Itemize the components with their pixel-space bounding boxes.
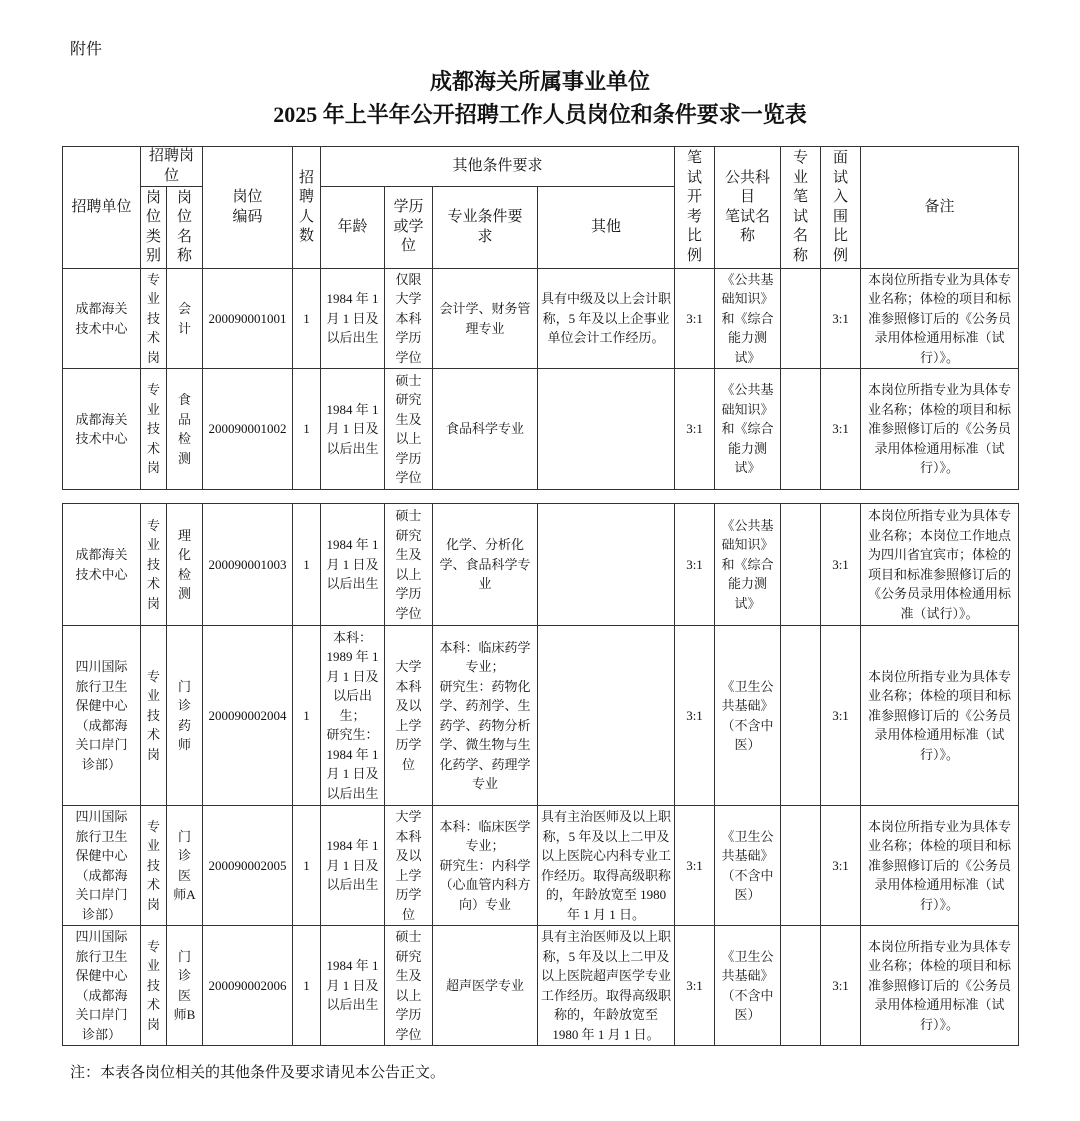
position-name-cell: 会计 [167,269,203,369]
position-code-cell: 200090002006 [203,926,293,1046]
table-row [63,626,1019,806]
education-requirement-cell: 大学本科及以上学历学位 [385,626,433,806]
headcount-cell: 1 [293,369,321,490]
unit-cell: 四川国际旅行卫生保健中心（成都海关口岸门诊部） [63,626,141,806]
age-requirement-cell: 1984 年 1 月 1 日及以后出生 [321,369,385,490]
other-requirement-cell: 具有主治医师及以上职称，5 年及以上二甲及以上医院心内科专业工作经历。取得高级职称的，年龄放宽至 1980 年 1 月 1 日。 [538,806,675,926]
header-position-type: 岗位类别 [141,187,167,269]
header-education: 学历或学位 [385,187,433,269]
header-public-exam-subject: 公共科目 笔试名称 [715,147,781,269]
header-recruiting-unit: 招聘单位 [63,147,141,269]
position-type-cell: 专业技术岗 [141,926,167,1046]
header-recruiting-position: 招聘岗位 [141,147,203,187]
education-requirement-cell: 仅限大学本科学历学位 [385,269,433,369]
professional-exam-cell [781,806,821,926]
other-requirement-cell: 具有中级及以上会计职称，5 年及以上企事业单位会计工作经历。 [538,269,675,369]
document-title-line-2: 2025 年上半年公开招聘工作人员岗位和条件要求一览表 [273,102,807,127]
professional-exam-cell [781,926,821,1046]
table-row [63,806,1019,926]
public-exam-subject-cell: 《公共基础知识》和《综合能力测试》 [715,269,781,369]
remarks-cell: 本岗位所指专业为具体专业名称；体检的项目和标准参照修订后的《公务员录用体检通用标准（试行）》。 [861,626,1019,806]
position-code-cell: 200090002005 [203,806,293,926]
unit-cell: 成都海关技术中心 [63,369,141,490]
headcount-cell: 1 [293,269,321,369]
table-footnote: 注：本表各岗位相关的其他条件及要求请见本公告正文。 [70,1065,446,1081]
position-code-cell: 200090001001 [203,269,293,369]
unit-cell: 四川国际旅行卫生保健中心（成都海关口岸门诊部） [63,806,141,926]
position-name-cell: 食品检测 [167,369,203,490]
written-exam-ratio-cell: 3:1 [675,269,715,369]
age-requirement-cell: 1984 年 1 月 1 日及以后出生 [321,504,385,626]
position-type-cell: 专业技术岗 [141,626,167,806]
unit-cell: 成都海关技术中心 [63,269,141,369]
professional-exam-cell [781,626,821,806]
header-position-code: 岗位 编码 [203,147,293,269]
positions-table-part-2 [62,503,1019,1046]
remarks-cell: 本岗位所指专业为具体专业名称；体检的项目和标准参照修订后的《公务员录用体检通用标准（试行）》。 [861,806,1019,926]
age-requirement-cell: 1984 年 1 月 1 日及以后出生 [321,806,385,926]
position-name-cell: 门诊药师 [167,626,203,806]
major-requirement-cell: 本科：临床药学专业； 研究生：药物化学、药剂学、生药学、药物分析学、微生物与生化药学、药理学专业 [433,626,538,806]
table-row [63,926,1019,1046]
position-type-cell: 专业技术岗 [141,504,167,626]
interview-ratio-cell: 3:1 [821,806,861,926]
remarks-cell: 本岗位所指专业为具体专业名称；体检的项目和标准参照修订后的《公务员录用体检通用标准（试行）》。 [861,926,1019,1046]
age-requirement-cell: 1984 年 1 月 1 日及以后出生 [321,269,385,369]
public-exam-subject-cell: 《卫生公共基础》（不含中医） [715,926,781,1046]
major-requirement-cell: 会计学、财务管理专业 [433,269,538,369]
education-requirement-cell: 硕士研究生及以上学历学位 [385,504,433,626]
header-major: 专业条件要求 [433,187,538,269]
table-row [63,504,1019,626]
headcount-cell: 1 [293,806,321,926]
header-position-name: 岗位名称 [167,187,203,269]
education-requirement-cell: 硕士研究生及以上学历学位 [385,926,433,1046]
other-requirement-cell [538,626,675,806]
interview-ratio-cell: 3:1 [821,926,861,1046]
written-exam-ratio-cell: 3:1 [675,926,715,1046]
position-code-cell: 200090001003 [203,504,293,626]
table-row [63,369,1019,490]
unit-cell: 四川国际旅行卫生保健中心（成都海关口岸门诊部） [63,926,141,1046]
other-requirement-cell: 具有主治医师及以上职称，5 年及以上二甲及以上医院超声医学专业工作经历。取得高级职称的，年龄放宽至 1980 年 1 月 1 日。 [538,926,675,1046]
written-exam-ratio-cell: 3:1 [675,626,715,806]
interview-ratio-cell: 3:1 [821,269,861,369]
table-row [63,269,1019,369]
document-title-line-1: 成都海关所属事业单位 [429,69,650,94]
education-requirement-cell: 大学本科及以上学历学位 [385,806,433,926]
headcount-cell: 1 [293,926,321,1046]
other-requirement-cell [538,504,675,626]
remarks-cell: 本岗位所指专业为具体专业名称；体检的项目和标准参照修订后的《公务员录用体检通用标准（试行）》。 [861,269,1019,369]
header-interview-ratio: 面试入围比例 [821,147,861,269]
major-requirement-cell: 食品科学专业 [433,369,538,490]
major-requirement-cell: 本科：临床医学专业； 研究生：内科学（心血管内科方向）专业 [433,806,538,926]
attachment-label: 附件 [70,41,103,58]
other-requirement-cell [538,369,675,490]
position-type-cell: 专业技术岗 [141,806,167,926]
header-other-requirements: 其他条件要求 [321,147,675,187]
position-code-cell: 200090001002 [203,369,293,490]
remarks-cell: 本岗位所指专业为具体专业名称；体检的项目和标准参照修订后的《公务员录用体检通用标准（试行）》。 [861,369,1019,490]
header-written-exam-ratio: 笔试开考比例 [675,147,715,269]
unit-cell: 成都海关技术中心 [63,504,141,626]
header-row-1 [63,147,1019,187]
professional-exam-cell [781,369,821,490]
position-type-cell: 专业技术岗 [141,269,167,369]
header-remarks: 备注 [861,147,1019,269]
header-age: 年龄 [321,187,385,269]
professional-exam-cell [781,269,821,369]
header-headcount: 招聘人数 [293,147,321,269]
major-requirement-cell: 化学、分析化学、食品科学专业 [433,504,538,626]
position-code-cell: 200090002004 [203,626,293,806]
header-other: 其他 [538,187,675,269]
header-professional-exam: 专业笔试名称 [781,147,821,269]
written-exam-ratio-cell: 3:1 [675,369,715,490]
age-requirement-cell: 本科：1989 年 1 月 1 日及以后出生； 研究生：1984 年 1 月 1 日及以后出生 [321,626,385,806]
major-requirement-cell: 超声医学专业 [433,926,538,1046]
headcount-cell: 1 [293,626,321,806]
position-name-cell: 门诊医师B [167,926,203,1046]
positions-table-part-1 [62,146,1019,490]
education-requirement-cell: 硕士研究生及以上学历学位 [385,369,433,490]
public-exam-subject-cell: 《卫生公共基础》（不含中医） [715,806,781,926]
written-exam-ratio-cell: 3:1 [675,504,715,626]
public-exam-subject-cell: 《卫生公共基础》（不含中医） [715,626,781,806]
position-name-cell: 门诊医师A [167,806,203,926]
position-name-cell: 理化检测 [167,504,203,626]
interview-ratio-cell: 3:1 [821,626,861,806]
professional-exam-cell [781,504,821,626]
age-requirement-cell: 1984 年 1 月 1 日及以后出生 [321,926,385,1046]
public-exam-subject-cell: 《公共基础知识》和《综合能力测试》 [715,504,781,626]
interview-ratio-cell: 3:1 [821,369,861,490]
written-exam-ratio-cell: 3:1 [675,806,715,926]
interview-ratio-cell: 3:1 [821,504,861,626]
headcount-cell: 1 [293,504,321,626]
public-exam-subject-cell: 《公共基础知识》和《综合能力测试》 [715,369,781,490]
remarks-cell: 本岗位所指专业为具体专业名称；本岗位工作地点为四川省宜宾市；体检的项目和标准参照修订后的《公务员录用体检通用标准（试行）》。 [861,504,1019,626]
position-type-cell: 专业技术岗 [141,369,167,490]
